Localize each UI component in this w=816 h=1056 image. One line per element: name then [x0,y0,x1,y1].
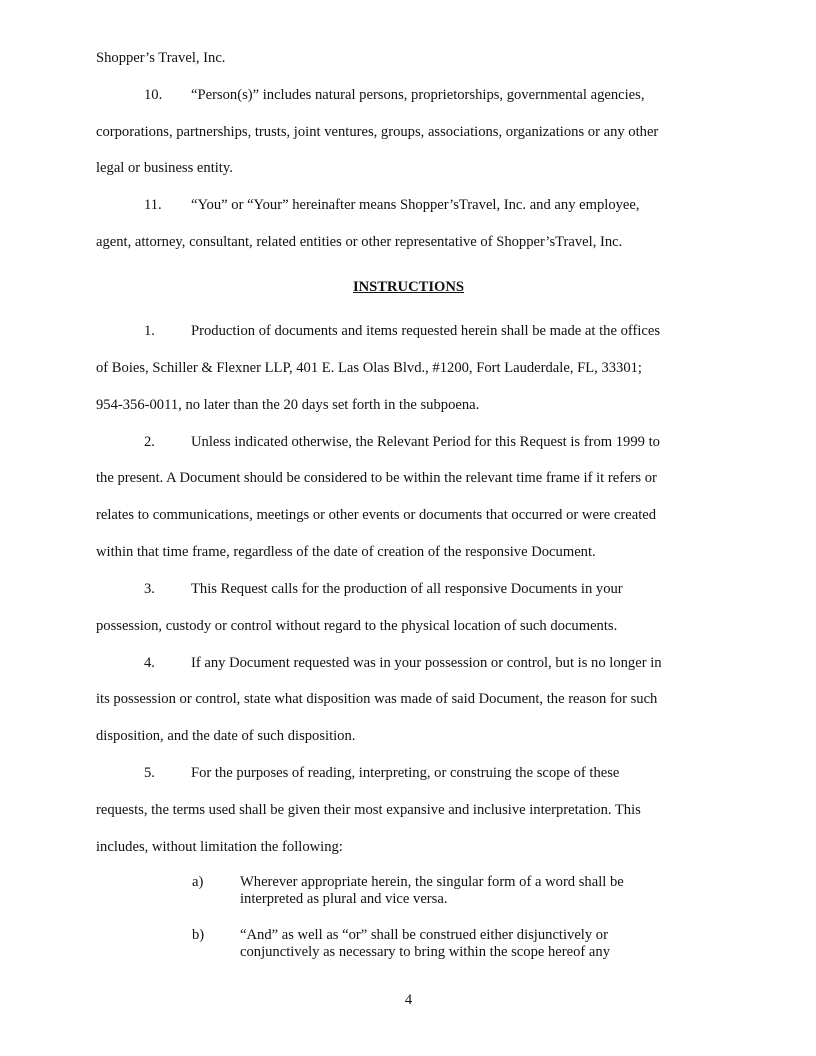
instruction-3-text: This Request calls for the production of all responsive Documents in your [191,581,623,597]
instruction-2-line-3: relates to communications, meetings or other events or documents that occurred or were created [96,507,657,523]
definition-10-line-1 [144,86,645,104]
sub-item-b-line-1: “And” as well as “or” shall be construed either disjunctively or [240,927,608,943]
instruction-1-line-1 [144,322,660,340]
instruction-5-line-3: includes, without limitation the following: [96,839,343,855]
sub-item-a-text [240,874,680,908]
instruction-3-line-2: possession, custody or control without regard to the physical location of such documents. [96,618,618,634]
instruction-2-number: 2. [144,434,155,450]
definition-11-line-1 [144,196,640,214]
sub-item-a-line-1: Wherever appropriate herein, the singular form of a word shall be [240,874,624,890]
instruction-1-text: Production of documents and items requested herein shall be made at the offices [191,323,661,339]
sub-item-b-text [240,927,680,961]
instruction-1-number: 1. [144,323,155,339]
definition-10-line-2: corporations, partnerships, trusts, joint ventures, groups, associations, organizations or any other [96,124,659,140]
definition-10-text: “Person(s)” includes natural persons, proprietorships, governmental agencies, [191,87,645,103]
page-number: 4 [404,992,413,1008]
instruction-1-line-3: 954-356-0011, no later than the 20 days set forth in the subpoena. [96,397,480,413]
top-line: Shopper’s Travel, Inc. [96,50,226,66]
instruction-2-text: Unless indicated otherwise, the Relevant Period for this Request is from 1999 to [191,434,660,450]
instruction-3-number: 3. [144,581,155,597]
sub-item-b-line-2: conjunctively as necessary to bring within the scope hereof any [240,944,610,960]
instruction-3-line-1 [144,580,623,598]
instruction-4-line-2: its possession or control, state what disposition was made of said Document, the reason for such [96,691,658,707]
definition-11-text: “You” or “Your” hereinafter means Shopper’sTravel, Inc. and any employee, [191,197,640,213]
instruction-4-line-1 [144,654,662,672]
sub-item-a-letter: a) [192,874,204,890]
instruction-4-line-3: disposition, and the date of such disposition. [96,728,356,744]
sub-item-a [192,874,672,908]
instructions-heading: INSTRUCTIONS [352,279,465,295]
instruction-5-line-2: requests, the terms used shall be given their most expansive and inclusive interpretation. This [96,802,641,818]
instruction-1-line-2: of Boies, Schiller & Flexner LLP, 401 E. Las Olas Blvd., #1200, Fort Lauderdale, FL, 33301; [96,360,642,376]
instruction-5-text: For the purposes of reading, interpreting, or construing the scope of these [191,765,620,781]
instruction-4-text: If any Document requested was in your possession or control, but is no longer in [191,655,662,671]
definition-10-number: 10. [144,87,163,103]
instruction-5-line-1 [144,764,619,782]
document-page [96,0,721,1056]
sub-item-b [192,927,672,961]
definition-10-line-3: legal or business entity. [96,160,233,176]
instruction-2-line-2: the present. A Document should be considered to be within the relevant time frame if it refers or [96,470,657,486]
instruction-4-number: 4. [144,655,155,671]
instruction-5-number: 5. [144,765,155,781]
definition-11-number: 11. [144,197,162,213]
instruction-2-line-1 [144,433,660,451]
sub-item-a-line-2: interpreted as plural and vice versa. [240,891,448,907]
sub-item-b-letter: b) [192,927,205,943]
instruction-2-line-4: within that time frame, regardless of the date of creation of the responsive Document. [96,544,596,560]
definition-11-line-2: agent, attorney, consultant, related entities or other representative of Shopper’sTravel, Inc. [96,234,623,250]
